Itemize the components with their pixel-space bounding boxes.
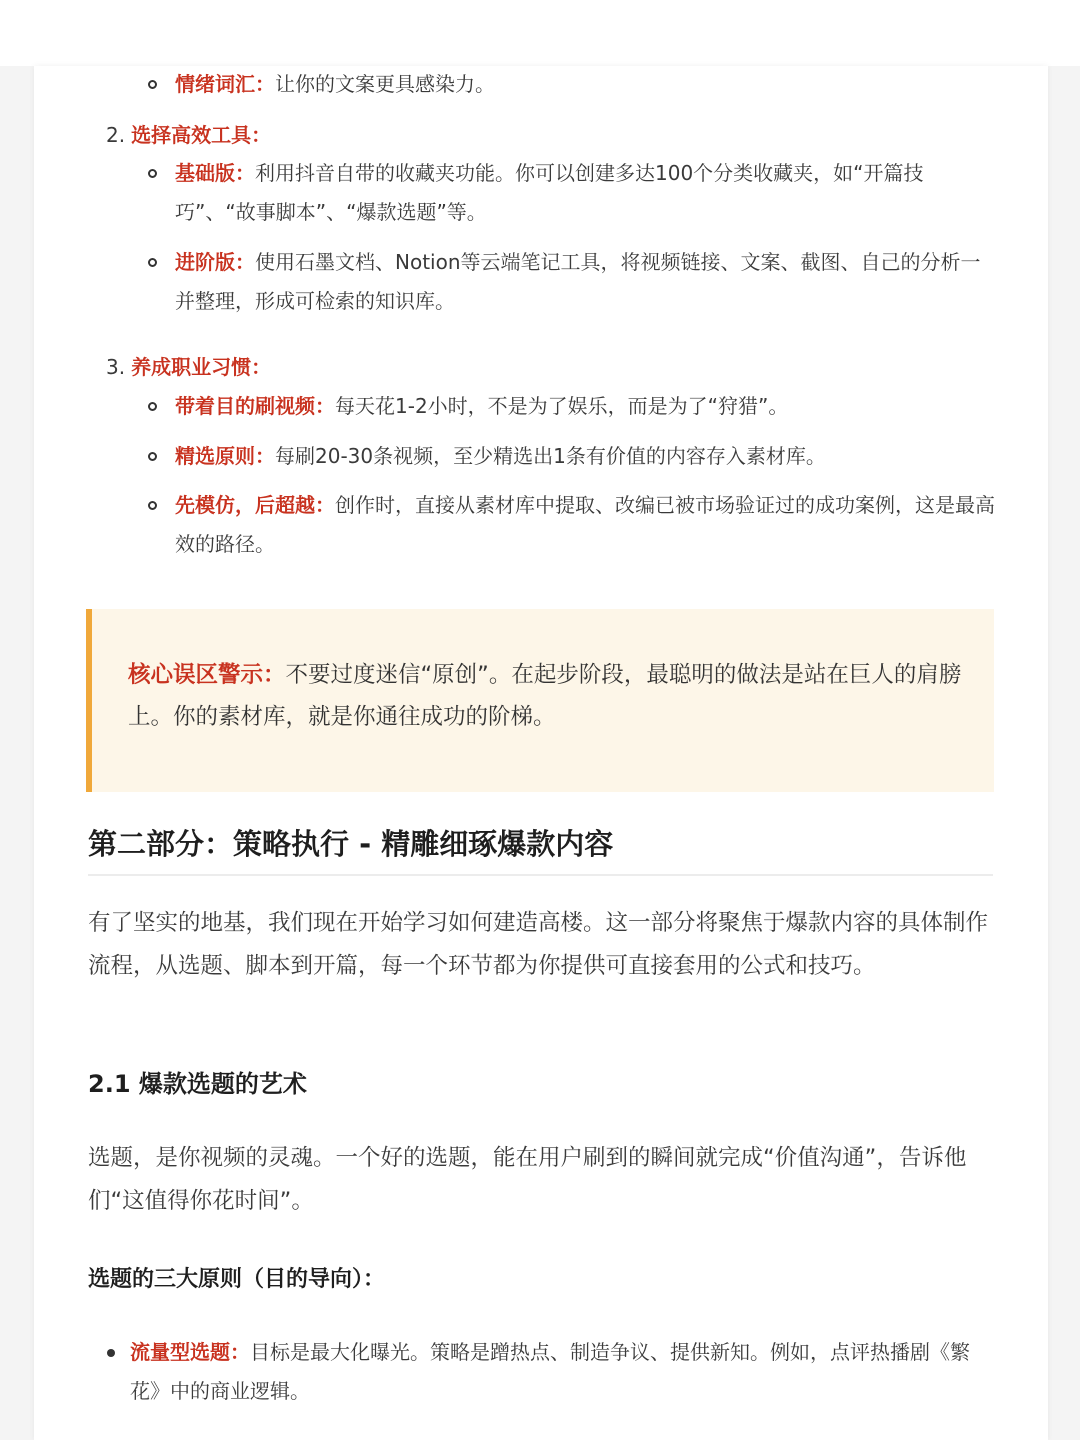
subsection-heading: 2.1 爆款选题的艺术 <box>88 1070 307 1098</box>
list-item-advanced <box>175 243 995 321</box>
principles-heading: 选题的三大原则（目的导向）： <box>88 1267 386 1292</box>
bullet-dot-icon <box>107 1349 115 1357</box>
item-number: 2. <box>106 123 126 147</box>
item-label: 精选原则： <box>175 444 275 468</box>
circle-bullet-icon <box>148 452 157 461</box>
item-label: 先模仿，后超越： <box>175 493 335 517</box>
subsection-intro-paragraph: 选题，是你视频的灵魂。一个好的选题，能在用户刷到的瞬间就完成“价值沟通”，告诉他们“这值得你花时间”。 <box>88 1145 967 1214</box>
callout-label: 核心误区警示： <box>128 662 286 688</box>
item-label: 流量型选题： <box>130 1340 250 1364</box>
list-item-traffic <box>130 1333 990 1411</box>
numbered-item-2 <box>106 120 271 150</box>
callout-text <box>128 654 968 738</box>
item-text: 每刷20-30条视频，至少精选出1条有价值的内容存入素材库。 <box>275 444 826 468</box>
warning-callout <box>86 609 994 792</box>
item-text: 创作时，直接从素材库中提取、改编已被市场验证过的成功案例，这是最高效的路径。 <box>175 493 995 556</box>
section-heading: 第二部分：策略执行 - 精雕细琢爆款内容 <box>88 827 614 861</box>
item-text: 目标是最大化曝光。策略是蹭热点、制造争议、提供新知。例如，点评热播剧《繁花》中的商业逻辑。 <box>130 1340 970 1403</box>
circle-bullet-icon <box>148 169 157 178</box>
circle-bullet-icon <box>148 402 157 411</box>
item-title: 选择高效工具： <box>131 123 272 147</box>
list-item-basic <box>175 154 995 232</box>
numbered-item-3 <box>106 352 271 382</box>
top-strip <box>0 0 1080 66</box>
circle-bullet-icon <box>148 501 157 510</box>
item-number: 3. <box>106 355 126 379</box>
circle-bullet-icon <box>148 258 157 267</box>
item-title: 养成职业习惯： <box>131 355 272 379</box>
item-label: 基础版： <box>175 161 255 185</box>
list-item-emotion <box>175 65 995 104</box>
section-intro-paragraph: 有了坚实的地基，我们现在开始学习如何建造高楼。这一部分将聚焦于爆款内容的具体制作流程，从选题、脚本到开篇，每一个环节都为你提供可直接套用的公式和技巧。 <box>88 910 989 979</box>
item-label: 带着目的刷视频： <box>175 394 335 418</box>
item-text: 使用石墨文档、Notion等云端笔记工具，将视频链接、文案、截图、自己的分析一并整理，形成可检索的知识库。 <box>175 250 981 313</box>
list-item-select <box>175 437 995 476</box>
list-item-purpose <box>175 387 995 426</box>
item-label: 进阶版： <box>175 250 255 274</box>
list-item-imitate <box>175 486 995 564</box>
item-text: 利用抖音自带的收藏夹功能。你可以创建多达100个分类收藏夹，如“开篇技巧”、“故事脚本”、“爆款选题”等。 <box>175 161 924 224</box>
callout-body: 不要过度迷信“原创”。在起步阶段，最聪明的做法是站在巨人的肩膀上。你的素材库，就是你通往成功的阶梯。 <box>128 662 962 730</box>
circle-bullet-icon <box>148 80 157 89</box>
item-text: 每天花1-2小时，不是为了娱乐，而是为了“狩猎”。 <box>335 394 789 418</box>
item-label: 情绪词汇： <box>175 72 275 96</box>
heading-divider <box>88 874 993 876</box>
item-text: 让你的文案更具感染力。 <box>275 72 495 96</box>
